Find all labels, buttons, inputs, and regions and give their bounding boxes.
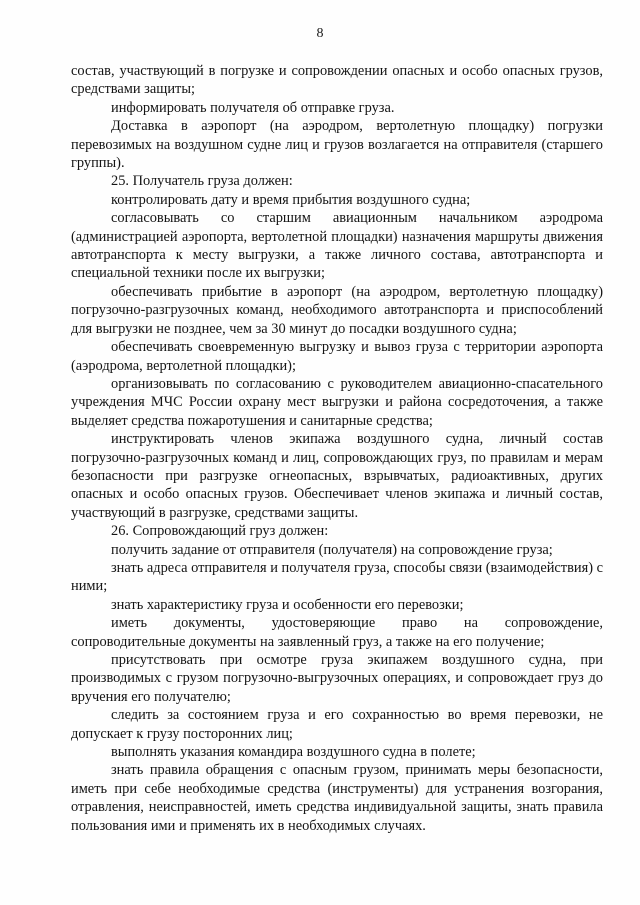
paragraph: согласовывать со старшим авиационным начальником аэродрома (администрацией аэропорта, вертолетной площадки) назначения маршруты движения автотранспорта к месту выгрузки, а также личного состава, автотранспорта и специальной техники после их выгрузки;	[71, 210, 603, 282]
paragraph: организовывать по согласованию с руководителем авиационно-спасательного учреждения МЧС России охрану мест выгрузки и района сосредоточения, а также выделяет средства пожаротушения и санитарные средства;	[71, 375, 603, 429]
paragraph: обеспечивать своевременную выгрузку и вывоз груза с территории аэропорта (аэродрома, вертолетной площадки);	[71, 339, 603, 374]
document-body	[71, 62, 603, 835]
paragraph: Доставка в аэропорт (на аэродром, вертолетную площадку) погрузки перевозимых на воздушном судне лиц и грузов возлагается на отправителя (старшего группы).	[71, 118, 603, 172]
paragraph: состав, участвующий в погрузке и сопровождении опасных и особо опасных грузов, средствами защиты;	[71, 63, 603, 98]
paragraph: контролировать дату и время прибытия воздушного судна;	[111, 191, 471, 208]
paragraph: иметь документы, удостоверяющие право на сопровождение, сопроводительные документы на заявленный груз, а также на его получение;	[71, 615, 603, 650]
paragraph: знать адреса отправителя и получателя груза, способы связи (взаимодействия) с ними;	[71, 559, 603, 595]
paragraph: знать характеристику груза и особенности его перевозки;	[111, 596, 464, 613]
paragraph: информировать получателя об отправке груза.	[111, 99, 395, 116]
paragraph: знать правила обращения с опасным грузом, принимать меры безопасности, иметь при себе необходимые средства (инструменты) для устранения возгорания, отравления, неисправностей, иметь средства индивидуальной защиты, знать правила пользования ими и применять их в необходимых случаях.	[71, 762, 603, 834]
paragraph: 26. Сопровождающий груз должен:	[111, 523, 329, 540]
paragraph: 25. Получатель груза должен:	[111, 173, 293, 190]
paragraph: получить задание от отправителя (получателя) на сопровождение груза;	[111, 541, 553, 558]
paragraph: присутствовать при осмотре груза экипажем воздушного судна, при производимых с грузом погрузочно-выгрузочных операциях, и сопровождает груз до вручения его получателю;	[71, 652, 603, 705]
paragraph: инструктировать членов экипажа воздушного судна, личный состав погрузочно-разгрузочных команд и лиц, сопровождающих груз, по правилам и мерам безопасности при разгрузке огнеопасных, взрывчатых, радиоактивных, других опасных и особо опасных грузов. Обеспечивает членов экипажа и личный состав, участвующий в разгрузке, средствами защиты.	[71, 431, 603, 521]
paragraph: следить за состоянием груза и его сохранностью во время перевозки, не допускает к грузу посторонних лиц;	[71, 707, 603, 742]
paragraph: выполнять указания командира воздушного судна в полете;	[111, 744, 476, 761]
page-number: 8	[316, 26, 324, 41]
paragraph: обеспечивать прибытие в аэропорт (на аэродром, вертолетную площадку) погрузочно-разгрузочных команд, необходимого автотранспорта и приспособлений для выгрузки не позднее, чем за 30 минут до посадки воздушного судна;	[71, 283, 603, 337]
